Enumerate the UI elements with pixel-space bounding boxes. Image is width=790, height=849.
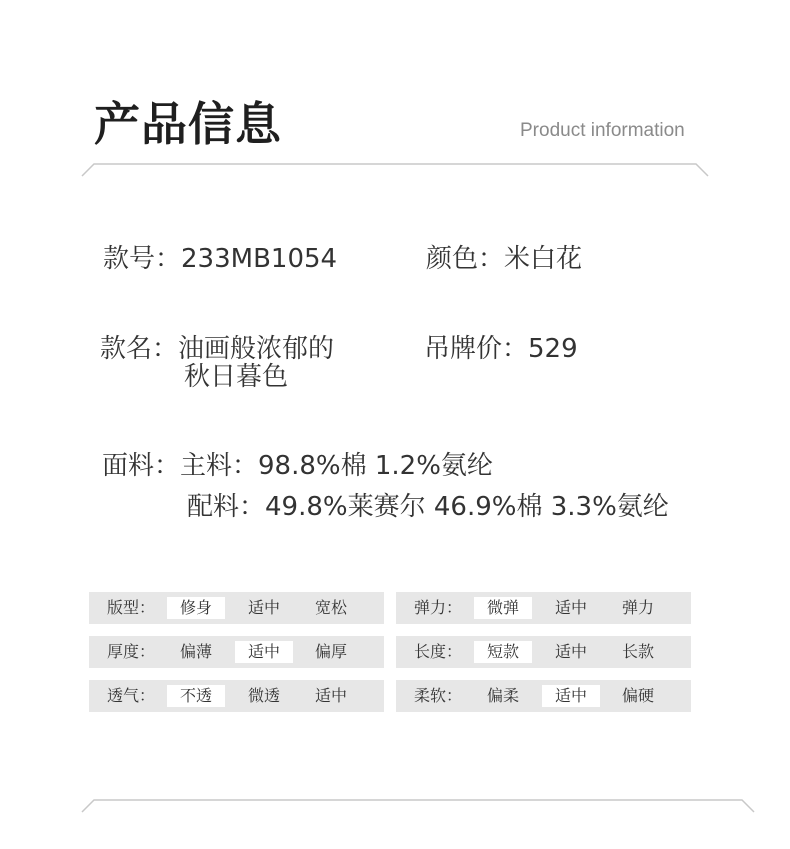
style-name-field <box>100 334 334 364</box>
scale-label: 透气： <box>107 686 156 705</box>
scale-label: 柔软： <box>414 686 463 705</box>
page-subtitle: Product information <box>520 120 685 141</box>
scale-label: 弹力： <box>414 598 463 617</box>
style-number-label: 款号： <box>103 244 182 274</box>
scale-option: 短款 <box>474 641 532 663</box>
style-name-line1: 油画般浓郁的 <box>178 334 335 364</box>
scale-softness <box>396 680 691 712</box>
price-label: 吊牌价： <box>424 334 529 364</box>
color-label: 颜色： <box>426 244 505 274</box>
fabric-label: 面料： <box>102 451 181 481</box>
scale-length <box>396 636 691 668</box>
top-divider <box>0 158 790 180</box>
style-number-field <box>103 244 337 274</box>
scale-option: 微透 <box>247 686 280 705</box>
scale-thickness <box>89 636 384 668</box>
trim-fabric: 配料：49.8%莱赛尔 46.9%棉 3.3%氨纶 <box>187 492 669 522</box>
scale-fit <box>89 592 384 624</box>
scale-option: 宽松 <box>314 598 347 617</box>
scale-option: 修身 <box>167 597 225 619</box>
price-value: 529 <box>528 334 578 364</box>
style-number-value: 233MB1054 <box>181 244 338 274</box>
scale-option: 适中 <box>235 641 293 663</box>
scale-breathability <box>89 680 384 712</box>
scale-option: 偏柔 <box>486 686 519 705</box>
scale-option: 不透 <box>167 685 225 707</box>
scale-option: 弹力 <box>621 598 654 617</box>
style-name-line2: 秋日暮色 <box>184 362 289 392</box>
scale-option: 长款 <box>621 642 654 661</box>
color-field <box>426 244 582 274</box>
scale-option: 微弹 <box>474 597 532 619</box>
price-field <box>424 334 578 364</box>
scale-elasticity <box>396 592 691 624</box>
scale-label: 长度： <box>414 642 463 661</box>
main-fabric: 主料：98.8%棉 1.2%氨纶 <box>180 451 493 481</box>
scale-label: 厚度： <box>107 642 156 661</box>
color-value: 米白花 <box>504 244 583 274</box>
scale-option: 适中 <box>314 686 347 705</box>
fabric-field <box>102 451 493 481</box>
scale-option: 适中 <box>554 642 587 661</box>
style-name-label: 款名： <box>100 334 179 364</box>
scale-option: 偏硬 <box>621 686 654 705</box>
scale-option: 偏厚 <box>314 642 347 661</box>
scale-option: 适中 <box>554 598 587 617</box>
page-title: 产品信息 <box>94 97 282 151</box>
scale-label: 版型： <box>107 598 156 617</box>
bottom-divider <box>0 792 790 816</box>
scale-option: 适中 <box>542 685 600 707</box>
scale-option: 适中 <box>247 598 280 617</box>
scale-option: 偏薄 <box>179 642 212 661</box>
